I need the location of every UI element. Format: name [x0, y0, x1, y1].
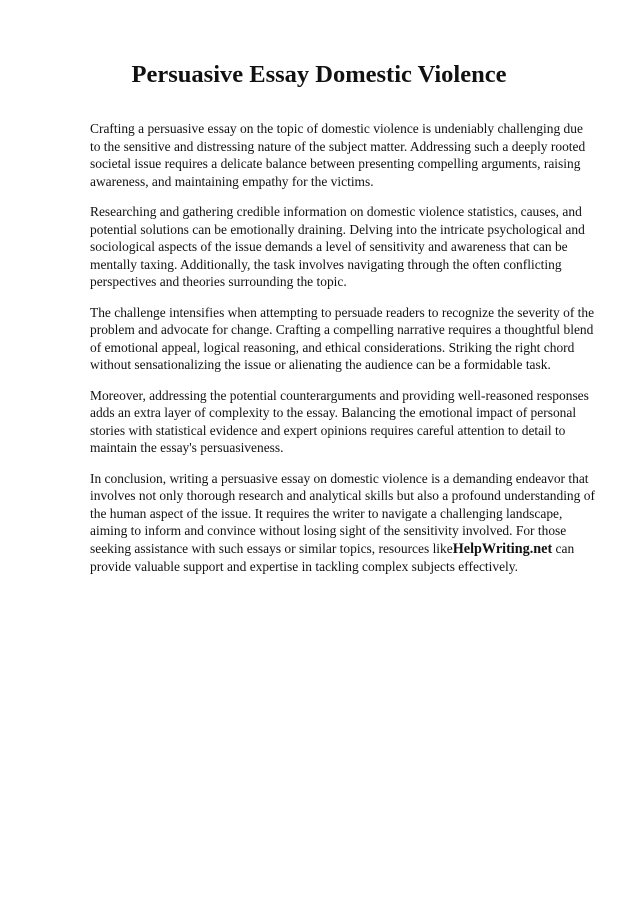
paragraph-intro: Crafting a persuasive essay on the topic of domestic violence is undeniably challenging due to the sensitive and distressing nature of the subject matter. Addressing such a deeply rooted societal issue requires a delicate balance between presenting compelling arguments, raising awareness, and maintaining empathy for the victims.: [90, 121, 586, 189]
conclusion-text-after-link: can provide valuable support and expertise in tackling complex subjects effectively.: [90, 540, 575, 574]
document-title: Persuasive Essay Domestic Violence: [131, 61, 507, 88]
paragraph-challenge: The challenge intensifies when attempting to persuade readers to recognize the severity of the problem and advocate for change. Crafting a compelling narrative requires a thoughtful blend of emotional appeal, logical reasoning, and ethical considerations. Striking the right chord without sensationalizing the issue or alienating the audience can be a formidable task.: [90, 304, 595, 372]
document-body: [90, 120, 595, 589]
conclusion-text-before-link: In conclusion, writing a persuasive essay on domestic violence is a demanding endeavor that involves not only thorough research and analytical skills but also a profound understanding of the human aspect of the issue. It requires the writer to navigate a challenging landscape, aiming to inform and convince without losing sight of the sensitivity involved. For those seeking assistance with such essays or similar topics, resources like: [90, 470, 595, 556]
paragraph-counterarguments: Moreover, addressing the potential counterarguments and providing well-reasoned responses adds an extra layer of complexity to the essay. Balancing the emotional impact of personal stories with statistical evidence and expert opinions requires careful attention to detail to maintain the essay's persuasiveness.: [90, 387, 589, 455]
helpwriting-link[interactable]: HelpWriting.net: [452, 540, 553, 557]
paragraph-research: Researching and gathering credible information on domestic violence statistics, causes, and potential solutions can be emotionally draining. Delving into the intricate psychological and sociological aspects of the issue demands a level of sensitivity and awareness that can be mentally taxing. Additionally, the task involves navigating through the often conflicting perspectives and theories surrounding the topic.: [90, 204, 585, 289]
paragraph-conclusion: [90, 470, 595, 576]
